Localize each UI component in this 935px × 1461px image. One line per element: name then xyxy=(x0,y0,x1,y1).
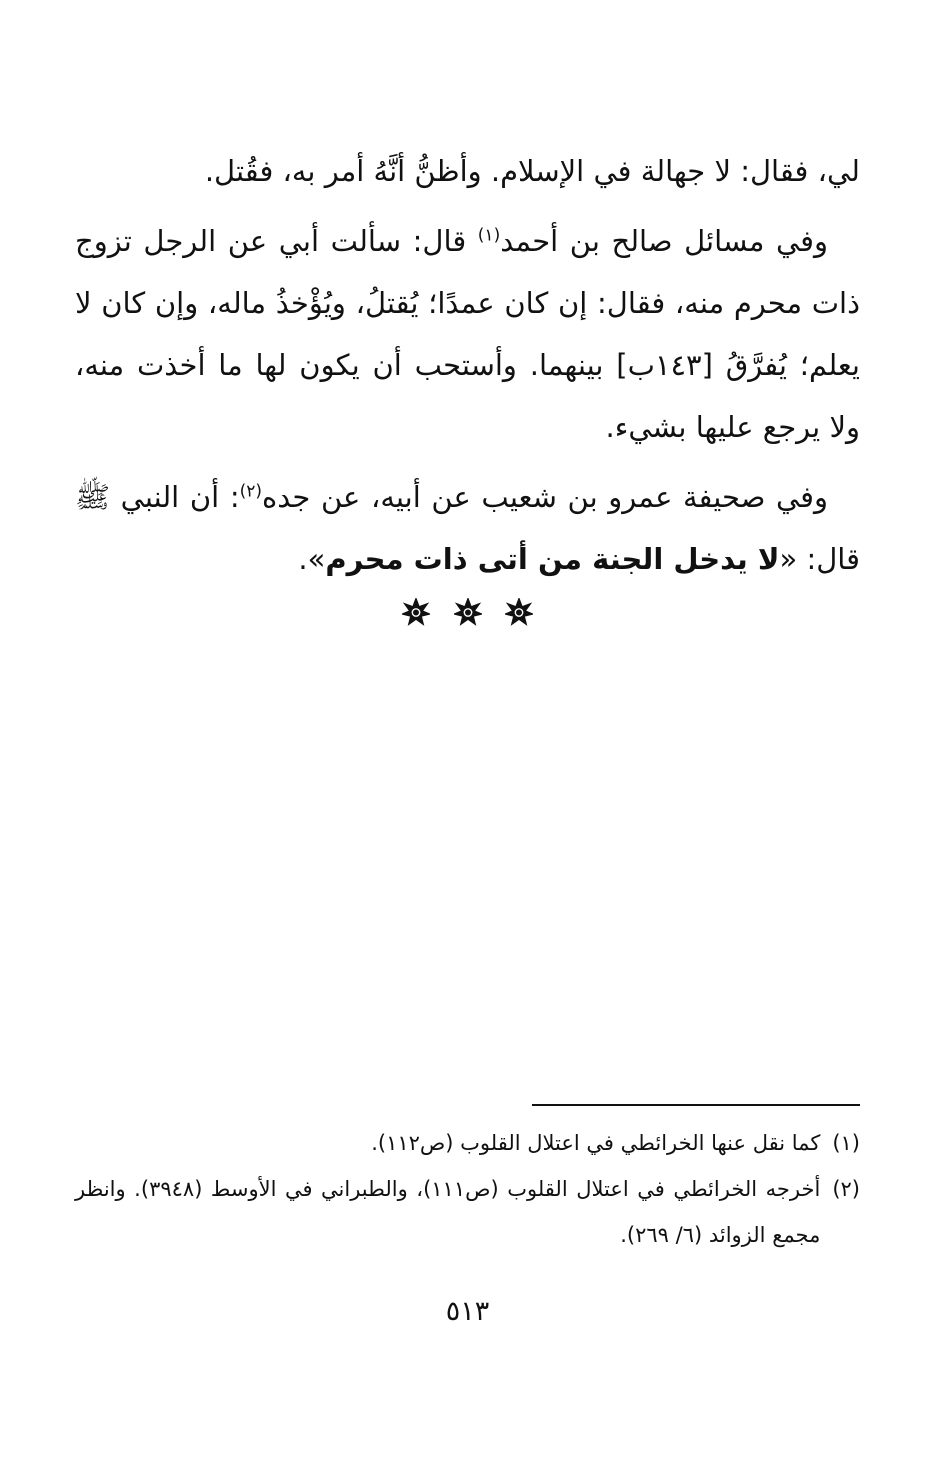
paragraph-2-text-start: وفي مسائل صالح بن أحمد xyxy=(500,224,828,258)
main-text xyxy=(75,140,860,598)
paragraph-2-text-rest: قال: سألت أبي عن الرجل تزوج ذات محرم منه، فقال: إن كان عمدًا؛ يُقتلُ، ويُؤْخذُ ماله، وإن كان لا يعلم؛ يُفرَّقُ [١٤٣ب] بينهما. وأستحب أن يكون لها ما أخذت منه، ولا يرجع عليها بشيء. xyxy=(75,224,860,444)
footnote-text: أخرجه الخرائطي في اعتلال القلوب (ص١١١)، والطبراني في الأوسط (٣٩٤٨). وانظر مجمع الزوائد (٦/ ٢٦٩). xyxy=(75,1177,821,1247)
footnotes xyxy=(75,1120,860,1258)
flower-ornament-icon xyxy=(505,598,533,626)
flower-ornament-icon xyxy=(402,598,430,626)
footnote-divider xyxy=(532,1104,860,1106)
paragraph-3-text-rest: : أن النبي ﷺ قال: « xyxy=(75,480,860,576)
section-separator xyxy=(0,598,935,626)
paragraph-3-text-start: وفي صحيفة عمرو بن شعيب عن أبيه، عن جده xyxy=(262,480,828,514)
paragraph-3 xyxy=(75,466,860,590)
paragraph-3-closing: ». xyxy=(298,542,326,576)
footnote-text: كما نقل عنها الخرائطي في اعتلال القلوب (ص١١٢). xyxy=(371,1131,821,1155)
hadith-quote: لا يدخل الجنة من أتى ذات محرم xyxy=(325,542,780,576)
footnote-1 xyxy=(75,1120,860,1166)
footnote-ref-2[interactable]: (٢) xyxy=(239,481,263,502)
page-number: ٥١٣ xyxy=(445,1296,490,1327)
footnote-number: (٢) xyxy=(832,1177,860,1201)
paragraph-2 xyxy=(75,210,860,458)
paragraph-1 xyxy=(75,140,860,202)
paragraph-1-text: لي، فقال: لا جهالة في الإسلام. وأظنُّ أنَّهُ أمر به، فقُتل. xyxy=(204,154,860,188)
footnote-ref-1[interactable]: (١) xyxy=(477,225,501,246)
footnote-number: (١) xyxy=(832,1131,860,1155)
footnote-2 xyxy=(75,1166,860,1258)
flower-ornament-icon xyxy=(454,598,482,626)
